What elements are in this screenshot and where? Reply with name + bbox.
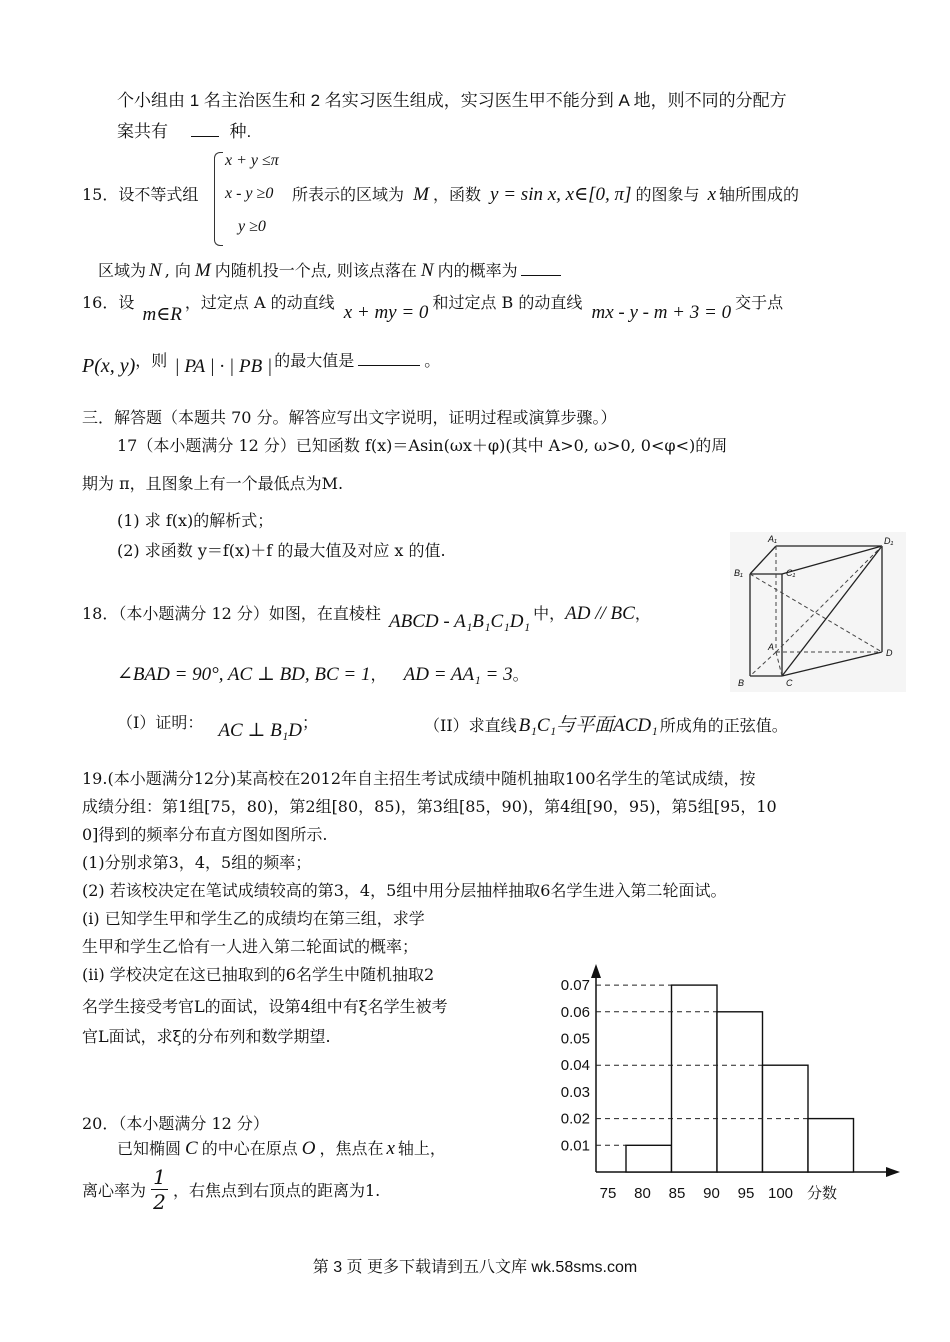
q18-p1e: ； [302,713,319,732]
q18-line1 [82,601,651,632]
q14-line2a: 案共有 [117,122,168,141]
q20-l2c: ，焦点在 [319,1139,384,1158]
eccentricity-fraction [151,1165,168,1214]
q20-l2b: 的中心在原点 [201,1139,298,1158]
vertex-label: C₁ [786,568,796,578]
pa-pb-expr: | PA | · | PB | [174,356,273,377]
q14-line2 [117,117,251,142]
inequality-2: x - y ≥0 [225,185,274,202]
section-title: 三．解答题（本题共 70 分。解答应写出文字说明，证明过程或演算步骤。） [82,408,617,427]
q15-l2b: , 向 [164,261,191,280]
prism-figure [730,532,906,692]
line-b: mx - y - m + 3 = 0 [591,302,732,323]
vertex-label: A [768,642,775,652]
answer-blank [191,122,219,137]
q19-line5: (2) 若该校决定在笔试成绩较高的第3，4，5组中用分层抽样抽取6名学生进入第二轮面试。 [82,881,727,900]
point-p: P(x, y) [82,355,136,377]
q20-line3 [82,1165,380,1214]
q19-line3: 0]得到的频率分布直方图如图所示. [82,825,328,844]
y-tick-label: 0.07 [560,977,590,995]
q18-line2 [117,662,529,686]
set-m: M [413,184,429,205]
q18-part1 [117,710,319,741]
q18-t4: ， [370,665,387,684]
page-footer: 第 3 页 更多下载请到五八文库 wk.58sms.com [312,1259,638,1276]
m-in-r: m∈R [142,304,182,325]
x-axis-arrow [886,1167,900,1177]
system-brace [214,152,223,246]
y-tick-label: 0.06 [560,1003,590,1021]
parallel-cond: AD // BC [565,603,635,624]
frequency-histogram [540,960,910,1210]
x-tick-label: 100 [767,1185,794,1202]
inequality-3: y ≥0 [238,218,266,235]
q15-t1: 所表示的区域为 [292,185,405,204]
vertex-label: B [738,678,745,688]
q20-l2a: 已知椭圆 [117,1139,182,1158]
prism-name: ABCD - A₁B₁C₁D₁ [389,611,531,632]
q19-line7: 生甲和学生乙恰有一人进入第二轮面试的概率； [82,937,419,956]
vertex-label: D [886,648,893,658]
q19-line6: (ⅰ) 已知学生甲和学生乙的成绩均在第三组，求学 [82,909,425,928]
x-tick-label: 80 [634,1185,651,1202]
x-axis-var: x [707,184,717,205]
q16-t2: 和过定点 B 的动直线 [432,293,583,312]
q17-part1: (1) 求 f(x)的解析式； [117,511,274,530]
q15-l2d: 内的概率为 [437,261,518,280]
q19-line2: 成绩分组：第1组[75，80)，第2组[80，85)，第3组[85，90)，第4组[90，95)，第5组[95，10 [82,797,777,816]
line-a: x + my = 0 [343,302,429,323]
answer-blank [358,351,420,366]
q18-p2: （II）求直线 [424,716,517,735]
set-n-2: N [420,260,434,281]
q19-line1: 19.(本小题满分12分)某高校在2012年自主招生考试成绩中随机抽取100名学生的笔试成绩，按 [82,769,756,788]
q19-line10: 官L面试，求ξ的分布列和数学期望. [82,1027,331,1046]
ac-perp-b1d: AC ⊥ B₁D [218,720,303,741]
q16-line2 [82,348,441,377]
ellipse-c: C [185,1138,198,1159]
q18-t5: 。 [512,665,529,684]
vertex-label: A₁ [768,534,777,544]
q16-t3: 交于点 [735,293,784,312]
histogram-bar [717,1012,763,1172]
q20-l3b: ，右焦点到右顶点的距离为1. [172,1181,381,1200]
x-tick-label: 90 [703,1185,720,1202]
x-axis-var: x [386,1138,395,1159]
q16-t6: 。 [424,351,441,370]
q18-p2e: 所成角的正弦值。 [659,716,788,735]
q19-line8: (ⅱ) 学校决定在这已抽取到的6名学生中随机抽取2 [82,965,435,984]
q16-t1: ，过定点 A 的动直线 [184,293,335,312]
q20-line1: 20．（本小题满分 12 分） [82,1114,269,1133]
q17-line1: 17（本小题满分 12 分）已知函数 f(x)＝Asin(ωx＋φ)(其中 A>0, ω>0, 0<φ<)的周 [117,436,728,455]
q18-part2 [424,710,788,737]
x-axis-label: 分数 [806,1185,838,1202]
q15-t3: 的图象与 [635,185,700,204]
q18-t1: 18．（本小题满分 12 分）如图，在直棱柱 [82,604,381,623]
vertex-label: C [786,678,793,688]
histogram-bar [808,1119,854,1172]
x-tick-label: 85 [668,1185,686,1202]
q15-text-1 [292,182,799,206]
cond-1: ∠BAD = 90°, AC ⊥ BD, BC = 1 [117,664,371,685]
y-tick-label: 0.05 [560,1030,590,1048]
q17-part2: (2) 求函数 y＝f(x)＋f 的最大值及对应 x 的值. [117,541,446,560]
q19-line4: (1)分别求第3，4，5组的频率； [82,853,312,872]
function-expr: y = sin x, x∈[0, π] [490,184,632,205]
y-axis-arrow [591,964,601,978]
q20-l3a: 离心率为 [82,1181,147,1200]
vertex-label: B₁ [734,568,743,578]
q18-p1: （I）证明： [117,713,204,732]
line-plane: B₁C₁与平面ACD₁ [518,715,658,736]
q15-number: 15．设不等式组 [82,185,199,204]
cond-2: AD = AA₁ = 3 [403,664,513,685]
q20-line2 [117,1136,446,1160]
origin-o: O [301,1138,316,1159]
vertex-label: D₁ [884,536,894,546]
q15-t2: ，函数 [432,185,481,204]
inequality-1: x + y ≤π [225,152,279,169]
fraction-denominator: 2 [153,1190,166,1214]
x-tick-label: 75 [599,1185,617,1202]
answer-blank [521,261,561,276]
x-tick-label: 95 [737,1185,755,1202]
q15-t4: 轴所围成的 [719,185,800,204]
histogram-bar [626,1145,672,1172]
y-tick-label: 0.03 [560,1083,590,1101]
set-m-2: M [194,260,211,281]
fraction-numerator: 1 [153,1165,166,1189]
q20-l2d: 轴上， [397,1139,446,1158]
q14-line2b: 种. [229,122,252,141]
q16-t5: 的最大值是 [274,351,355,370]
y-tick-label: 0.02 [560,1110,590,1128]
q16-line1 [82,290,784,325]
q16-num: 16．设 [82,293,135,312]
set-n: N [149,260,162,281]
q18-t2: 中， [533,604,566,623]
q15-l2c: 内随机投一个点, 则该点落在 [214,261,417,280]
q14-line1: 个小组由 1 名主治医生和 2 名实习医生组成，实习医生甲不能分到 A 地，则不同的分配方 [117,91,787,110]
q18-t3: ， [634,604,651,623]
y-tick-label: 0.01 [560,1137,590,1155]
q17-line2: 期为 π，且图象上有一个最低点为M. [82,474,344,493]
q19-line9: 名学生接受考官L的面试，设第4组中有ξ名学生被考 [82,997,448,1016]
q16-t4: ，则 [135,351,168,370]
q15-line2 [98,258,561,282]
q15-l2a: 区域为 [98,261,147,280]
histogram-bar [672,985,718,1172]
y-tick-label: 0.04 [560,1057,590,1075]
